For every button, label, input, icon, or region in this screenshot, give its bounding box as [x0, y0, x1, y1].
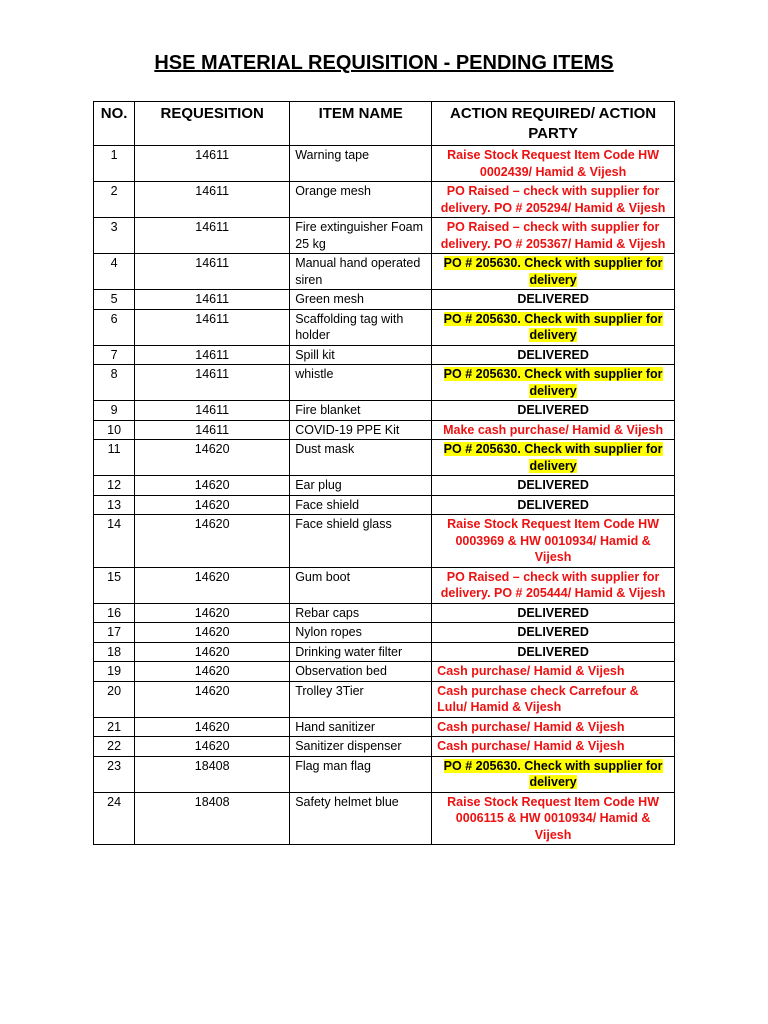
requisition-number: 14620: [135, 681, 290, 717]
action-cell: Make cash purchase/ Hamid & Vijesh: [432, 420, 675, 440]
table-row: [94, 254, 675, 290]
requisition-number: 14611: [135, 401, 290, 421]
requisition-number: 14611: [135, 309, 290, 345]
requisition-number: 14620: [135, 642, 290, 662]
table-row: [94, 662, 675, 682]
row-number: 1: [94, 146, 135, 182]
row-number: 13: [94, 495, 135, 515]
requisition-number: 18408: [135, 756, 290, 792]
highlighted-action-text: PO # 205630. Check with supplier for delivery: [443, 311, 663, 342]
table-row: [94, 182, 675, 218]
row-number: 20: [94, 681, 135, 717]
action-cell: [432, 254, 675, 290]
item-name: Trolley 3Tier: [290, 681, 432, 717]
header-no: NO.: [94, 102, 135, 146]
item-name: Orange mesh: [290, 182, 432, 218]
requisition-number: 14620: [135, 603, 290, 623]
requisition-number: 14620: [135, 495, 290, 515]
item-name: Green mesh: [290, 290, 432, 310]
action-cell: Raise Stock Request Item Code HW 0002439/ Hamid & Vijesh: [432, 146, 675, 182]
action-cell: DELIVERED: [432, 623, 675, 643]
item-name: Dust mask: [290, 440, 432, 476]
header-item-name: ITEM NAME: [290, 102, 432, 146]
table-row: [94, 420, 675, 440]
row-number: 18: [94, 642, 135, 662]
highlighted-action-text: PO # 205630. Check with supplier for delivery: [443, 758, 663, 789]
table-row: [94, 401, 675, 421]
table-row: [94, 642, 675, 662]
action-cell: PO Raised – check with supplier for delivery. PO # 205367/ Hamid & Vijesh: [432, 218, 675, 254]
table-row: [94, 515, 675, 568]
requisition-number: 14620: [135, 623, 290, 643]
requisition-number: 14611: [135, 420, 290, 440]
action-cell: DELIVERED: [432, 476, 675, 496]
item-name: whistle: [290, 365, 432, 401]
item-name: Warning tape: [290, 146, 432, 182]
item-name: Fire blanket: [290, 401, 432, 421]
row-number: 22: [94, 737, 135, 757]
row-number: 17: [94, 623, 135, 643]
row-number: 5: [94, 290, 135, 310]
item-name: Gum boot: [290, 567, 432, 603]
table-row: [94, 146, 675, 182]
table-row: [94, 756, 675, 792]
requisition-number: 14620: [135, 737, 290, 757]
item-name: Flag man flag: [290, 756, 432, 792]
item-name: Rebar caps: [290, 603, 432, 623]
row-number: 14: [94, 515, 135, 568]
item-name: Observation bed: [290, 662, 432, 682]
document-title: HSE MATERIAL REQUISITION - PENDING ITEMS: [154, 52, 614, 74]
requisition-number: 14620: [135, 515, 290, 568]
action-cell: DELIVERED: [432, 401, 675, 421]
table-row: [94, 603, 675, 623]
requisition-number: 14620: [135, 662, 290, 682]
requisition-table: [93, 101, 675, 845]
action-cell: Cash purchase/ Hamid & Vijesh: [432, 662, 675, 682]
action-cell: DELIVERED: [432, 603, 675, 623]
action-cell: [432, 756, 675, 792]
item-name: Fire extinguisher Foam 25 kg: [290, 218, 432, 254]
table-row: [94, 681, 675, 717]
item-name: Nylon ropes: [290, 623, 432, 643]
row-number: 21: [94, 717, 135, 737]
table-body: [94, 146, 675, 845]
item-name: Drinking water filter: [290, 642, 432, 662]
action-cell: [432, 440, 675, 476]
row-number: 9: [94, 401, 135, 421]
row-number: 7: [94, 345, 135, 365]
requisition-number: 18408: [135, 792, 290, 845]
action-cell: DELIVERED: [432, 290, 675, 310]
action-cell: Raise Stock Request Item Code HW 0006115 & HW 0010934/ Hamid & Vijesh: [432, 792, 675, 845]
action-cell: Raise Stock Request Item Code HW 0003969 & HW 0010934/ Hamid & Vijesh: [432, 515, 675, 568]
row-number: 12: [94, 476, 135, 496]
row-number: 11: [94, 440, 135, 476]
item-name: Face shield glass: [290, 515, 432, 568]
highlighted-action-text: PO # 205630. Check with supplier for delivery: [443, 442, 663, 473]
table-row: [94, 309, 675, 345]
table-row: [94, 495, 675, 515]
table-row: [94, 737, 675, 757]
requisition-number: 14611: [135, 218, 290, 254]
table-row: [94, 792, 675, 845]
action-cell: PO Raised – check with supplier for delivery. PO # 205444/ Hamid & Vijesh: [432, 567, 675, 603]
action-cell: DELIVERED: [432, 642, 675, 662]
item-name: Face shield: [290, 495, 432, 515]
requisition-number: 14620: [135, 440, 290, 476]
item-name: Spill kit: [290, 345, 432, 365]
item-name: Hand sanitizer: [290, 717, 432, 737]
table-row: [94, 440, 675, 476]
row-number: 10: [94, 420, 135, 440]
row-number: 24: [94, 792, 135, 845]
requisition-number: 14611: [135, 290, 290, 310]
table-row: [94, 218, 675, 254]
table-row: [94, 717, 675, 737]
highlighted-action-text: PO # 205630. Check with supplier for delivery: [443, 256, 663, 287]
table-row: [94, 290, 675, 310]
item-name: Scaffolding tag with holder: [290, 309, 432, 345]
item-name: Safety helmet blue: [290, 792, 432, 845]
row-number: 4: [94, 254, 135, 290]
item-name: Manual hand operated siren: [290, 254, 432, 290]
action-cell: Cash purchase check Carrefour & Lulu/ Hamid & Vijesh: [432, 681, 675, 717]
requisition-number: 14620: [135, 567, 290, 603]
action-cell: Cash purchase/ Hamid & Vijesh: [432, 737, 675, 757]
row-number: 23: [94, 756, 135, 792]
requisition-number: 14611: [135, 146, 290, 182]
action-cell: [432, 365, 675, 401]
action-cell: Cash purchase/ Hamid & Vijesh: [432, 717, 675, 737]
row-number: 8: [94, 365, 135, 401]
requisition-number: 14620: [135, 476, 290, 496]
item-name: Ear plug: [290, 476, 432, 496]
table-row: [94, 476, 675, 496]
row-number: 2: [94, 182, 135, 218]
table-row: [94, 567, 675, 603]
action-cell: PO Raised – check with supplier for delivery. PO # 205294/ Hamid & Vijesh: [432, 182, 675, 218]
item-name: Sanitizer dispenser: [290, 737, 432, 757]
row-number: 6: [94, 309, 135, 345]
table-header-row: [94, 102, 675, 146]
requisition-number: 14611: [135, 365, 290, 401]
requisition-number: 14611: [135, 182, 290, 218]
header-action: ACTION REQUIRED/ ACTION PARTY: [432, 102, 675, 146]
requisition-number: 14620: [135, 717, 290, 737]
row-number: 15: [94, 567, 135, 603]
item-name: COVID-19 PPE Kit: [290, 420, 432, 440]
header-requisition: REQUESITION: [135, 102, 290, 146]
highlighted-action-text: PO # 205630. Check with supplier for delivery: [443, 367, 663, 398]
table-row: [94, 345, 675, 365]
table-row: [94, 623, 675, 643]
action-cell: [432, 309, 675, 345]
action-cell: DELIVERED: [432, 495, 675, 515]
action-cell: DELIVERED: [432, 345, 675, 365]
requisition-number: 14611: [135, 254, 290, 290]
table-row: [94, 365, 675, 401]
row-number: 19: [94, 662, 135, 682]
row-number: 16: [94, 603, 135, 623]
requisition-number: 14611: [135, 345, 290, 365]
row-number: 3: [94, 218, 135, 254]
